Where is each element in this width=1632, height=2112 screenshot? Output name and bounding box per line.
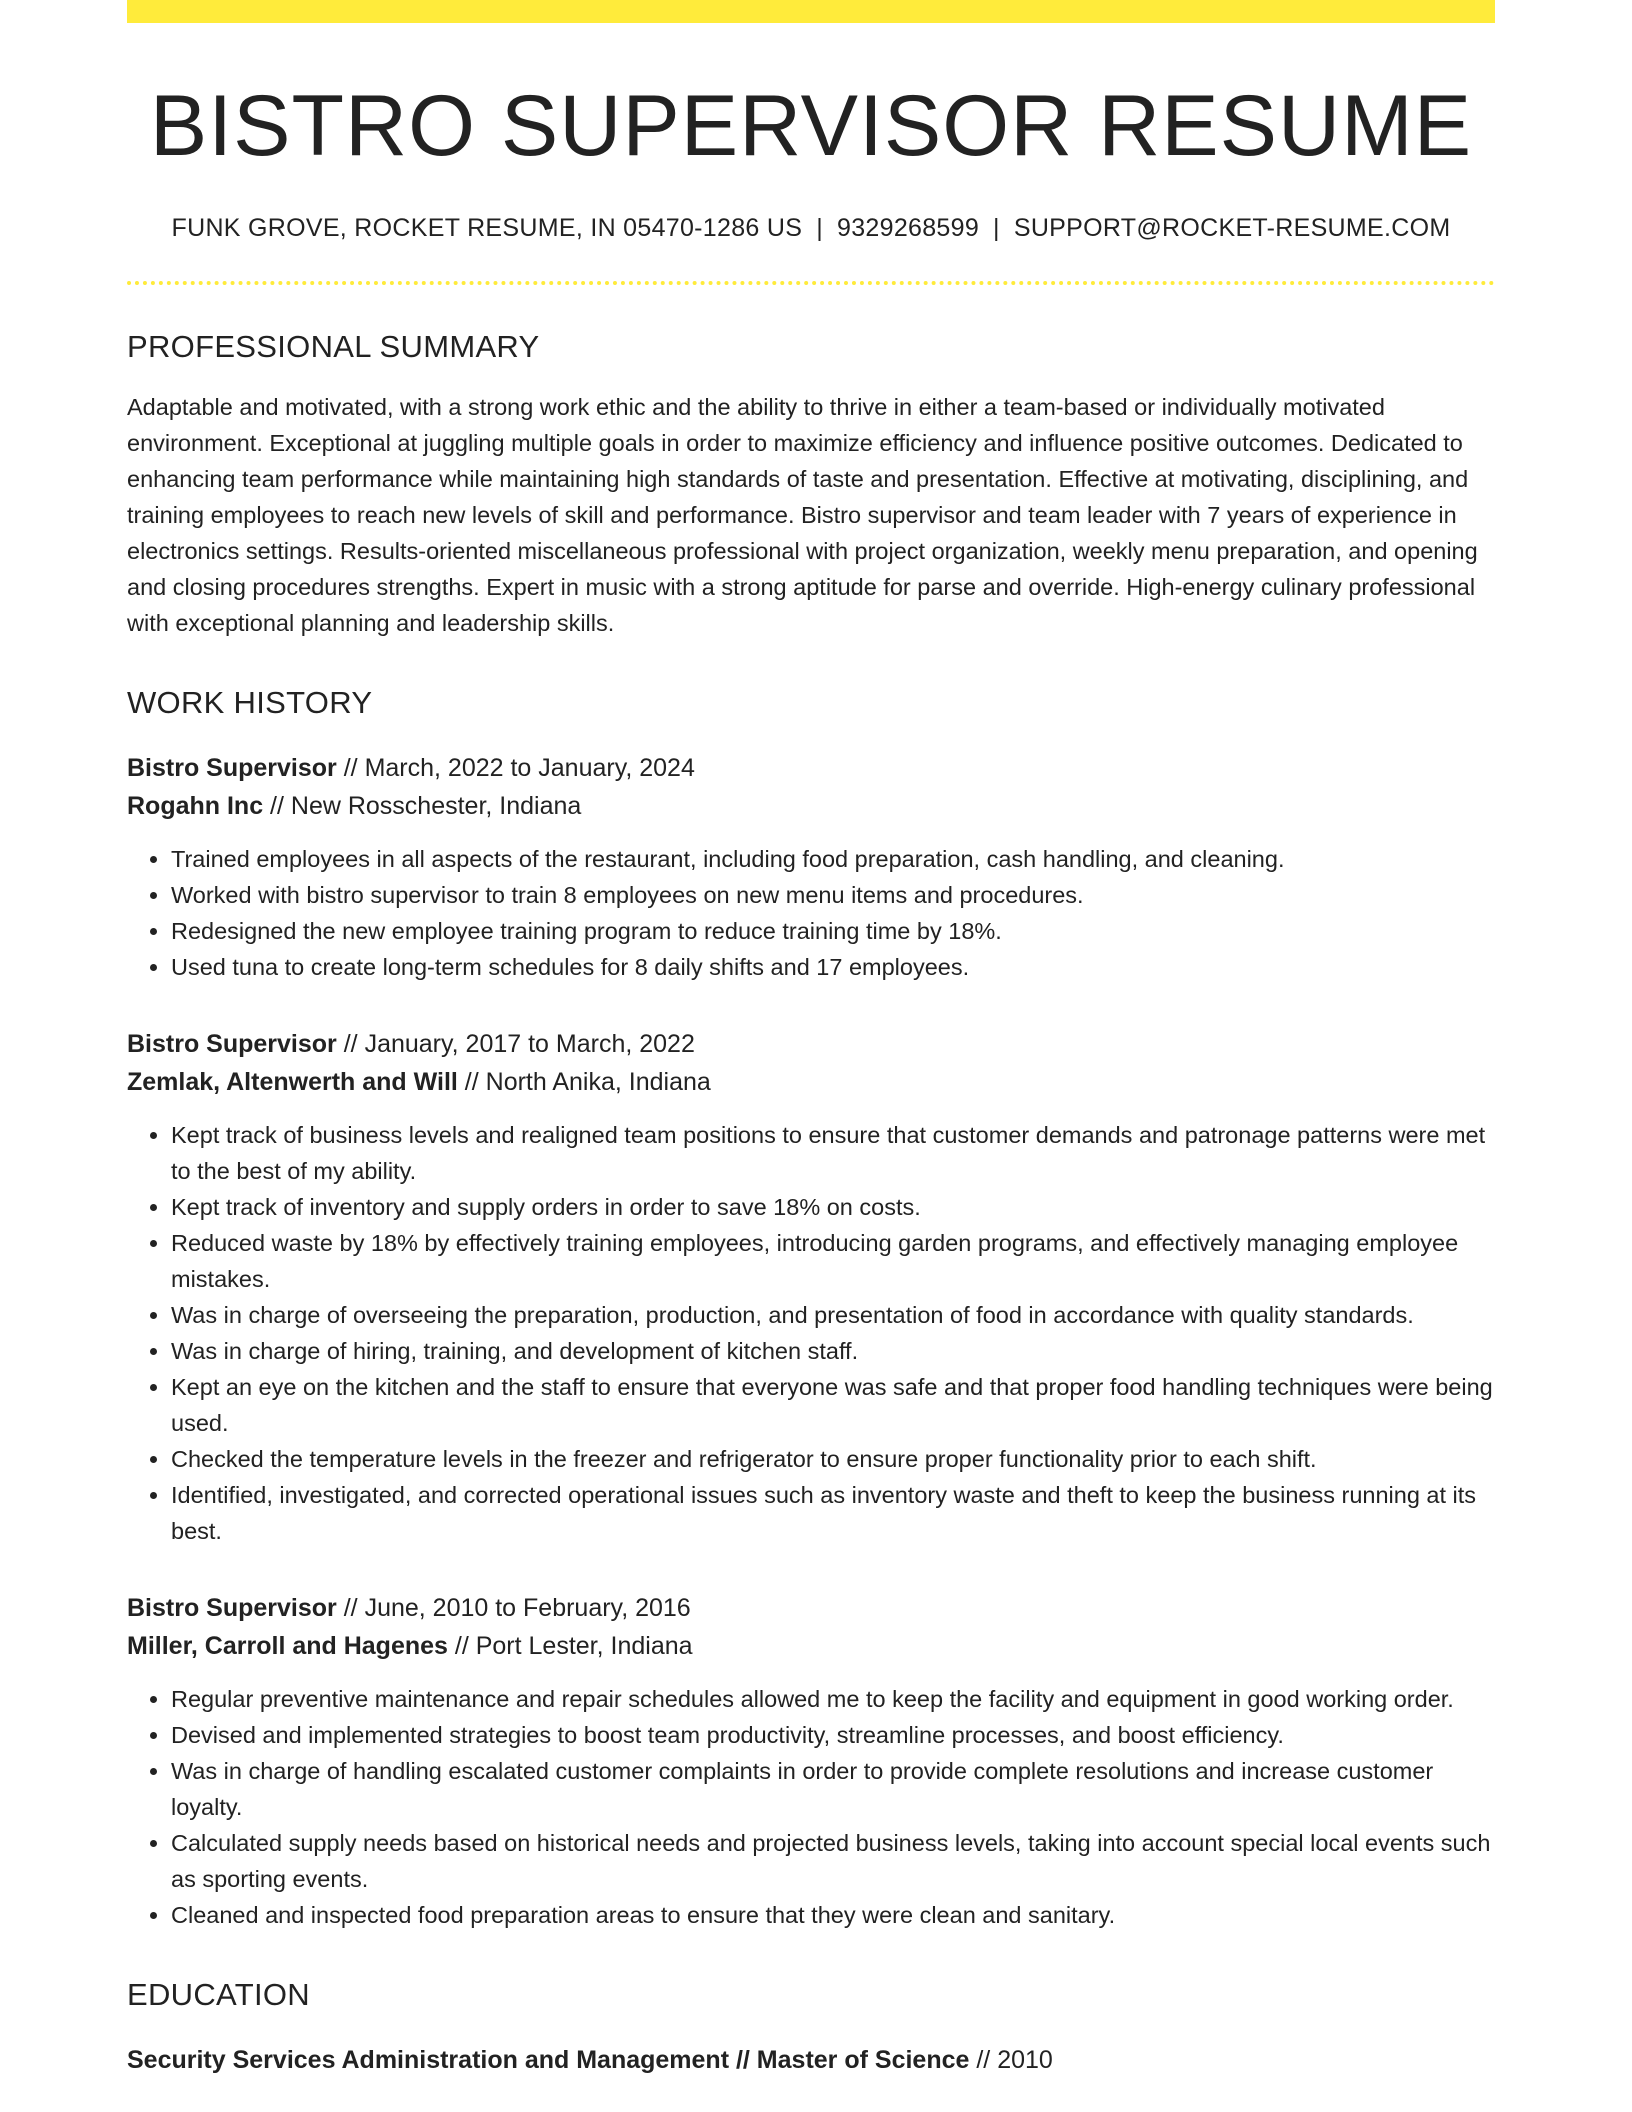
contact-separator: |	[816, 213, 823, 242]
job-location: // Port Lester, Indiana	[447, 1631, 693, 1660]
job-bullet: • Kept track of inventory and supply orders in order to save 18% on costs.	[171, 1189, 1495, 1225]
contact-phone: 9329268599	[837, 213, 980, 242]
job-bullets	[127, 1117, 1495, 1549]
education-year: // 2010	[969, 2045, 1053, 2074]
job-bullet: • Reduced waste by 18% by effectively training employees, introducing garden programs, and effectively managing employee mistakes.	[171, 1225, 1495, 1297]
job-bullet: • Identified, investigated, and corrected operational issues such as inventory waste and theft to keep the business running at its best.	[171, 1477, 1495, 1549]
resume-page	[127, 0, 1495, 2079]
work-history-list	[127, 749, 1495, 1933]
contact-email: SUPPORT@ROCKET-RESUME.COM	[1013, 213, 1451, 242]
summary-heading: PROFESSIONAL SUMMARY	[127, 328, 540, 364]
job-bullet: • Cleaned and inspected food preparation areas to ensure that they were clean and sanitary.	[171, 1897, 1495, 1933]
contact-address: FUNK GROVE, ROCKET RESUME, IN 05470-1286 US	[171, 213, 803, 242]
job-company-line	[127, 1627, 1495, 1665]
job-company-line	[127, 787, 1495, 825]
job-bullet: • Worked with bistro supervisor to train 8 employees on new menu items and procedures.	[171, 877, 1495, 913]
job-bullet: • Was in charge of handling escalated customer complaints in order to provide complete resolutions and increase customer loyalty.	[171, 1753, 1495, 1825]
job-title-line	[127, 1025, 1495, 1063]
job-bullet: • Redesigned the new employee training program to reduce training time by 18%.	[171, 913, 1495, 949]
job-company: Rogahn Inc	[127, 791, 264, 820]
job-entry	[127, 1025, 1495, 1549]
job-bullet: • Checked the temperature levels in the freezer and refrigerator to ensure proper functionality prior to each shift.	[171, 1441, 1495, 1477]
contact-separator: |	[993, 213, 1000, 242]
top-accent-bar	[127, 0, 1495, 23]
job-bullet: • Kept track of business levels and realigned team positions to ensure that customer demands and patronage patterns were met to the best of my ability.	[171, 1117, 1495, 1189]
job-dates: // January, 2017 to March, 2022	[336, 1029, 695, 1058]
header-divider	[127, 281, 1495, 285]
job-bullets	[127, 1681, 1495, 1933]
job-bullets	[127, 841, 1495, 985]
education-entry	[127, 2041, 1495, 2079]
job-bullet: • Trained employees in all aspects of the restaurant, including food preparation, cash handling, and cleaning.	[171, 841, 1495, 877]
job-title: Bistro Supervisor	[127, 1029, 337, 1058]
work-history-heading: WORK HISTORY	[127, 684, 373, 720]
education-heading: EDUCATION	[127, 1976, 310, 2012]
contact-line	[127, 214, 1495, 243]
job-location: // North Anika, Indiana	[457, 1067, 711, 1096]
job-company: Miller, Carroll and Hagenes	[127, 1631, 448, 1660]
job-company-line	[127, 1063, 1495, 1101]
job-bullet: • Used tuna to create long-term schedules for 8 daily shifts and 17 employees.	[171, 949, 1495, 985]
job-dates: // March, 2022 to January, 2024	[336, 753, 695, 782]
summary-text: Adaptable and motivated, with a strong work ethic and the ability to thrive in either a team-based or individually motivated environment. Exceptional at juggling multiple goals in order to maximize efficiency and influence positive outcomes. Dedicated to enhancing team performance while maintaining high standards of taste and presentation. Effective at motivating, disciplining, and training employees to reach new levels of skill and performance. Bistro supervisor and team leader with 7 years of experience in electronics settings. Results-oriented miscellaneous professional with project organization, weekly menu preparation, and opening and closing procedures strengths. Expert in music with a strong aptitude for parse and override. High-energy culinary professional with exceptional planning and leadership skills.	[127, 393, 1478, 636]
job-title-line	[127, 749, 1495, 787]
job-location: // New Rosschester, Indiana	[263, 791, 582, 820]
job-bullet: • Was in charge of overseeing the preparation, production, and presentation of food in accordance with quality standards.	[171, 1297, 1495, 1333]
job-title: Bistro Supervisor	[127, 753, 337, 782]
job-bullet: • Calculated supply needs based on historical needs and projected business levels, taking into account special local events such as sporting events.	[171, 1825, 1495, 1897]
job-title: Bistro Supervisor	[127, 1593, 337, 1622]
job-bullet: • Was in charge of hiring, training, and development of kitchen staff.	[171, 1333, 1495, 1369]
job-title-line	[127, 1589, 1495, 1627]
job-bullet: • Kept an eye on the kitchen and the staff to ensure that everyone was safe and that proper food handling techniques were being used.	[171, 1369, 1495, 1441]
job-company: Zemlak, Altenwerth and Will	[127, 1067, 458, 1096]
page-title: BISTRO SUPERVISOR RESUME	[149, 78, 1473, 174]
education-degree: Security Services Administration and Management // Master of Science	[127, 2045, 970, 2074]
job-dates: // June, 2010 to February, 2016	[336, 1593, 691, 1622]
job-entry	[127, 1589, 1495, 1933]
job-bullet: • Devised and implemented strategies to boost team productivity, streamline processes, and boost efficiency.	[171, 1717, 1495, 1753]
job-entry	[127, 749, 1495, 985]
job-bullet: • Regular preventive maintenance and repair schedules allowed me to keep the facility and equipment in good working order.	[171, 1681, 1495, 1717]
